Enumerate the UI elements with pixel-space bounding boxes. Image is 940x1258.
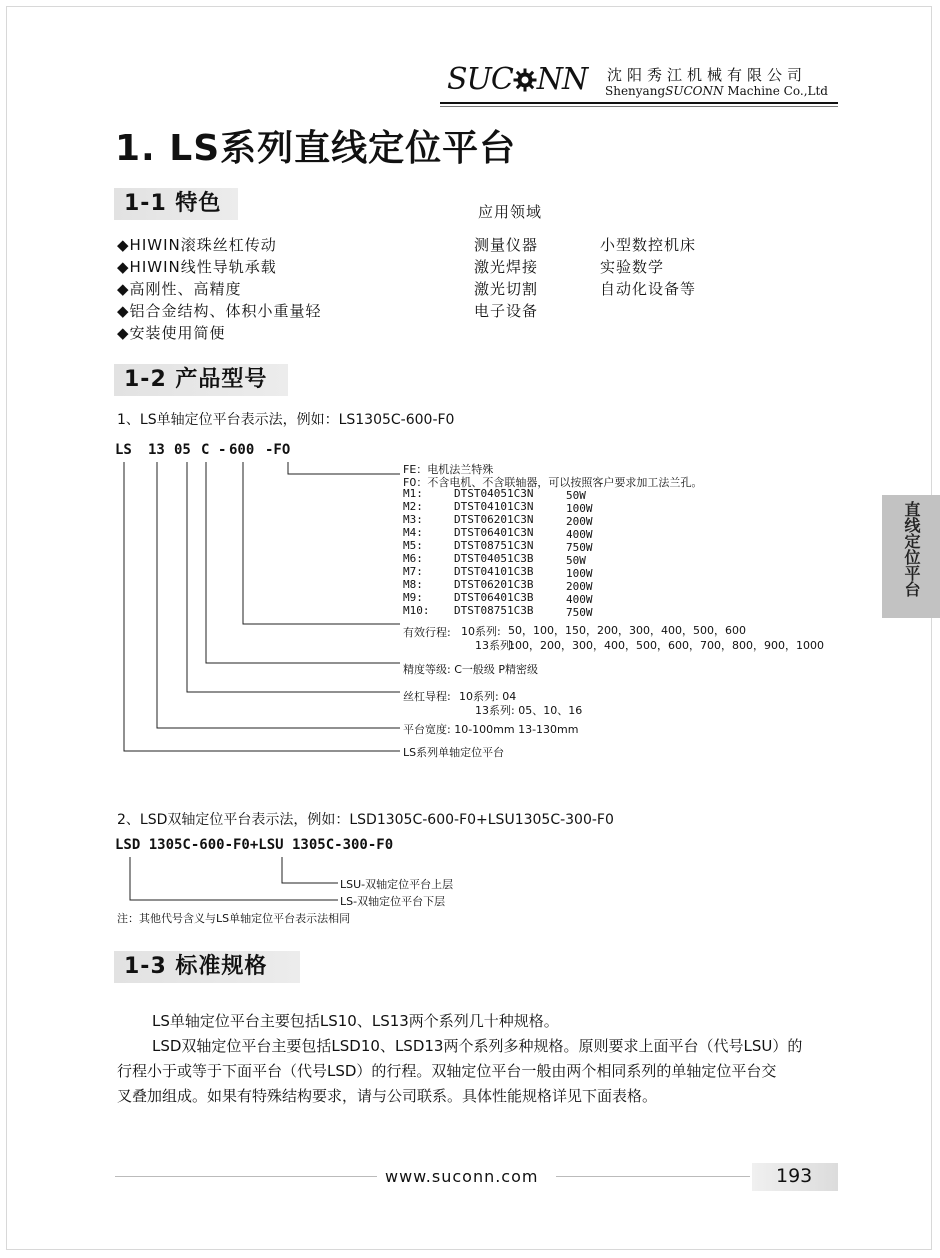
motor-power: 200W [566, 515, 593, 528]
feature-item: ◆HIWIN滚珠丝杠传动 [117, 236, 277, 254]
company-logo: SUC NN [447, 62, 588, 97]
stroke-13-values: 100，200，300，400，500，600，700，800，900，1000 [508, 639, 824, 652]
lead-13: 13系列: 05、10、16 [475, 704, 583, 717]
spec-paragraph: 行程小于或等于下面平台（代号LSD）的行程。双轴定位平台一般由两个相同系列的单轴定位平台交 [117, 1062, 777, 1080]
motor-power: 100W [566, 502, 593, 515]
application-item: 激光切割 [474, 280, 539, 298]
page-title: 1. LS系列直线定位平台 [115, 128, 517, 169]
motor-code: M7: [403, 565, 423, 578]
motor-power: 400W [566, 528, 593, 541]
section-heading-features: 1-1 特色 [114, 188, 238, 220]
motor-code: M10: [403, 604, 430, 617]
lead-label: 丝杠导程: [403, 690, 451, 703]
model-intro-single: 1、LS单轴定位平台表示法，例如：LS1305C-600-F0 [117, 412, 455, 428]
model-code-dual: LSD 1305C-600-F0+LSU 1305C-300-F0 [115, 837, 394, 853]
motor-code: M2: [403, 500, 423, 513]
motor-power: 100W [566, 567, 593, 580]
feature-item: ◆高刚性、高精度 [117, 280, 242, 298]
application-item: 小型数控机床 [600, 236, 697, 254]
motor-model: DTST08751C3N [454, 539, 534, 552]
motor-power: 50W [566, 489, 586, 502]
feature-item: ◆安装使用简便 [117, 324, 226, 342]
motor-model: DTST04051C3B [454, 552, 534, 565]
motor-power: 750W [566, 541, 593, 554]
flange-f0: F0：不含电机、不含联轴器，可以按照客户要求加工法兰孔。 [403, 476, 703, 489]
motor-code: M9: [403, 591, 423, 604]
application-item: 激光焊接 [474, 258, 539, 276]
motor-model: DTST04101C3N [454, 500, 534, 513]
flange-fe: FE：电机法兰特殊 [403, 463, 494, 476]
motor-model: DTST06201C3B [454, 578, 534, 591]
footer-rule [556, 1176, 750, 1177]
motor-model: DTST06401C3B [454, 591, 534, 604]
stroke-10-label: 10系列: [461, 625, 501, 638]
spec-paragraph: LSD双轴定位平台主要包括LSD10、LSD13两个系列多种规格。原则要求上面平台（代号LSU）的 [152, 1037, 803, 1055]
motor-code: M4: [403, 526, 423, 539]
note: 注：其他代号含义与LS单轴定位平台表示法相同 [117, 912, 351, 925]
motor-model: DTST04101C3B [454, 565, 534, 578]
company-name-en: ShenyangSUCONN Machine Co.,Ltd [605, 84, 828, 98]
page-number: 193 [776, 1165, 813, 1187]
lsu-desc: LSU-双轴定位平台上层 [340, 878, 454, 891]
company-name-cn: 沈阳秀江机械有限公司 [607, 66, 808, 84]
motor-code: M8: [403, 578, 423, 591]
motor-code: M1: [403, 487, 423, 500]
motor-power: 200W [566, 580, 593, 593]
application-item: 自动化设备等 [600, 280, 697, 298]
motor-code: M6: [403, 552, 423, 565]
feature-item: ◆HIWIN线性导轨承载 [117, 258, 277, 276]
footer-rule [115, 1176, 377, 1177]
motor-code: M3: [403, 513, 423, 526]
application-item: 测量仪器 [474, 236, 539, 254]
spec-paragraph: 叉叠加组成。如果有特殊结构要求，请与公司联系。具体性能规格详见下面表格。 [117, 1087, 658, 1105]
section-heading-specs: 1-3 标准规格 [114, 951, 300, 983]
precision-grade: 精度等级: C一般级 P精密级 [403, 663, 539, 676]
footer-url: www.suconn.com [385, 1167, 539, 1186]
motor-power: 400W [566, 593, 593, 606]
motor-power: 750W [566, 606, 593, 619]
application-item: 实验数学 [600, 258, 665, 276]
ls-desc: LS-双轴定位平台下层 [340, 895, 446, 908]
spec-paragraph: LS单轴定位平台主要包括LS10、LS13两个系列几十种规格。 [152, 1012, 559, 1030]
lead-10: 10系列: 04 [459, 690, 517, 703]
series-name: LS系列单轴定位平台 [403, 746, 505, 759]
model-intro-dual: 2、LSD双轴定位平台表示法，例如：LSD1305C-600-F0+LSU1305C-300-F0 [117, 812, 614, 828]
platform-width: 平台宽度: 10-100mm 13-130mm [403, 723, 579, 736]
section-heading-model: 1-2 产品型号 [114, 364, 288, 396]
application-item: 电子设备 [474, 302, 539, 320]
motor-model: DTST08751C3B [454, 604, 534, 617]
motor-code: M5: [403, 539, 423, 552]
motor-model: DTST06401C3N [454, 526, 534, 539]
stroke-label: 有效行程: [403, 626, 451, 639]
stroke-13-label: 13系列: [475, 639, 515, 652]
motor-model: DTST04051C3N [454, 487, 534, 500]
applications-title: 应用领域 [478, 203, 543, 221]
stroke-10-values: 50，100，150，200，300，400，500，600 [508, 624, 746, 637]
motor-model: DTST06201C3N [454, 513, 534, 526]
motor-power: 50W [566, 554, 586, 567]
feature-item: ◆铝合金结构、体积小重量轻 [117, 302, 322, 320]
chapter-tab: 直线定位平台 [882, 495, 940, 618]
